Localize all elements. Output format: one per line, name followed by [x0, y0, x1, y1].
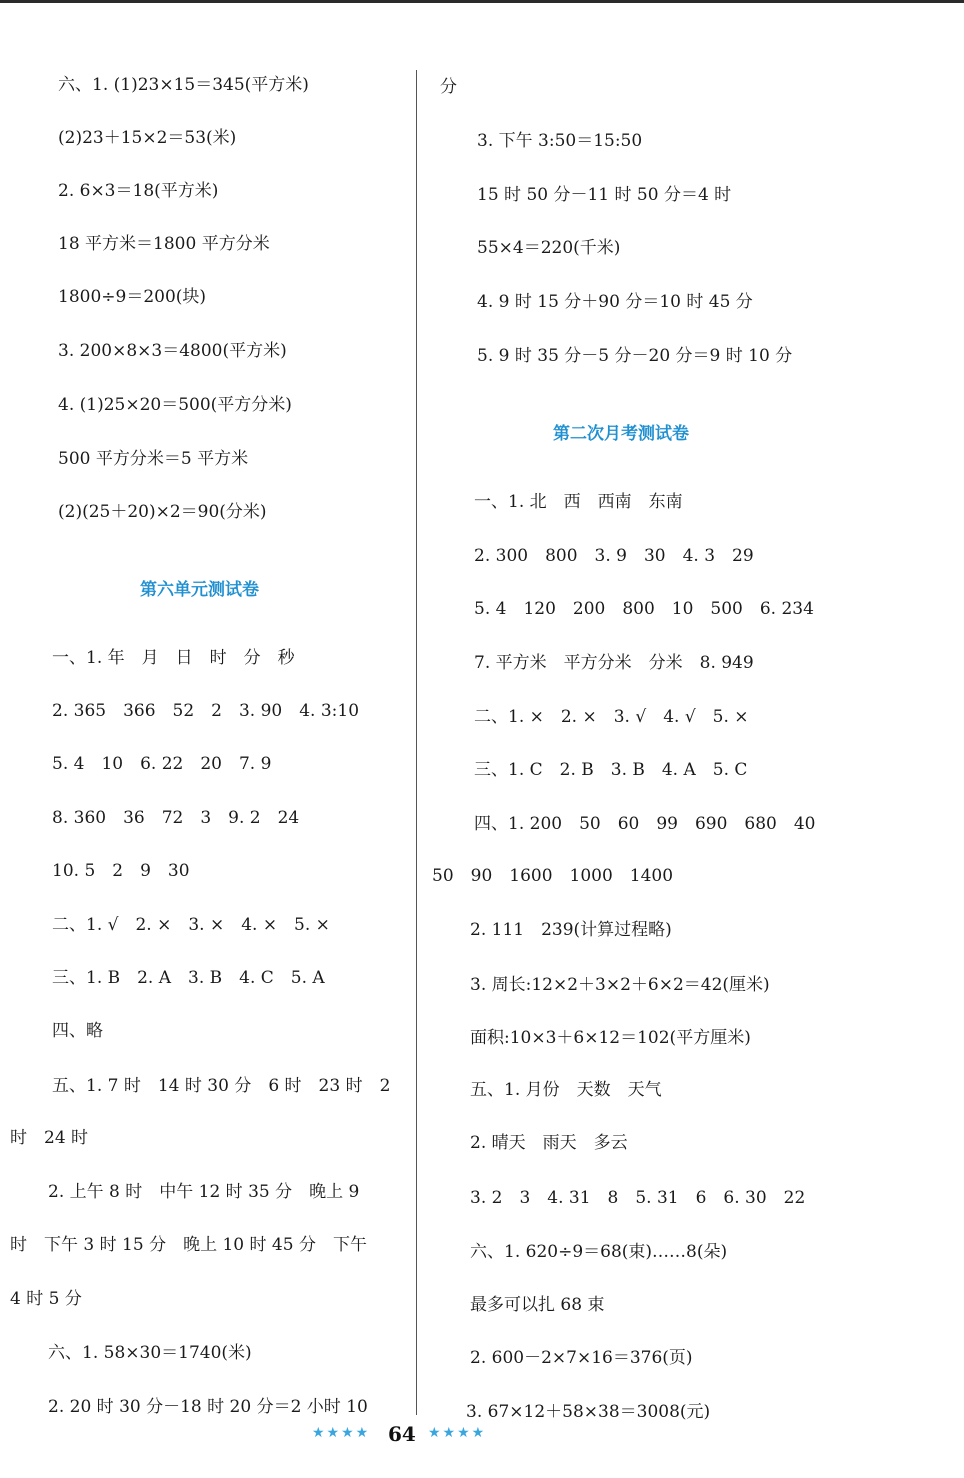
answer-line: 4. (1)25×20＝500(平方分米) — [58, 395, 292, 415]
answer-line: 时 24 时 — [10, 1128, 89, 1148]
answer-line: 二、1. √ 2. × 3. × 4. × 5. × — [52, 915, 330, 935]
answer-line: 五、1. 7 时 14 时 30 分 6 时 23 时 2 — [52, 1076, 391, 1096]
answer-line: 2. 111 239(计算过程略) — [470, 920, 672, 940]
answer-line: (2)23＋15×2＝53(米) — [58, 128, 237, 148]
top-border — [0, 0, 964, 3]
answer-line: 3. 周长:12×2＋3×2＋6×2＝42(厘米) — [470, 975, 770, 995]
star-decoration-right: ★★★★ — [428, 1425, 487, 1441]
exam2-title: 第二次月考测试卷 — [553, 424, 689, 444]
answer-line: 15 时 50 分－11 时 50 分＝4 时 — [477, 185, 732, 205]
answer-line: 4. 9 时 15 分＋90 分＝10 时 45 分 — [477, 292, 753, 312]
answer-line: 3. 67×12＋58×38＝3008(元) — [466, 1402, 711, 1422]
answer-line: 三、1. B 2. A 3. B 4. C 5. A — [52, 968, 325, 988]
answer-line: 六、1. 620÷9＝68(束)……8(朵) — [470, 1242, 728, 1262]
star-decoration-left: ★★★★ — [312, 1425, 371, 1441]
column-divider — [416, 70, 417, 1415]
page-number: 64 — [388, 1422, 416, 1446]
answer-line: 五、1. 月份 天数 天气 — [470, 1080, 662, 1100]
answer-line: 六、1. (1)23×15＝345(平方米) — [58, 75, 309, 95]
answer-line: 18 平方米＝1800 平方分米 — [58, 234, 270, 254]
answer-line: 三、1. C 2. B 3. B 4. A 5. C — [474, 760, 748, 780]
answer-line: 二、1. × 2. × 3. √ 4. √ 5. × — [474, 707, 749, 727]
answer-line: 2. 6×3＝18(平方米) — [58, 181, 219, 201]
answer-line: 2. 600－2×7×16＝376(页) — [470, 1348, 693, 1368]
answer-line: (2)(25＋20)×2＝90(分米) — [58, 502, 267, 522]
answer-line: 8. 360 36 72 3 9. 2 24 — [52, 808, 300, 828]
answer-line: 一、1. 年 月 日 时 分 秒 — [52, 648, 295, 668]
answer-line: 3. 下午 3:50＝15:50 — [477, 131, 643, 151]
page-footer — [0, 1422, 964, 1452]
unit6-title: 第六单元测试卷 — [140, 580, 259, 600]
answer-line: 时 下午 3 时 15 分 晚上 10 时 45 分 下午 — [10, 1235, 367, 1255]
answer-line: 10. 5 2 9 30 — [52, 861, 190, 881]
answer-line: 四、1. 200 50 60 99 690 680 40 — [474, 814, 816, 834]
answer-line: 1800÷9＝200(块) — [58, 287, 207, 307]
answer-line: 一、1. 北 西 西南 东南 — [474, 492, 683, 512]
answer-line: 5. 4 120 200 800 10 500 6. 234 — [474, 599, 814, 619]
answer-line: 5. 4 10 6. 22 20 7. 9 — [52, 754, 272, 774]
answer-line: 50 90 1600 1000 1400 — [432, 866, 674, 886]
answer-line: 3. 200×8×3＝4800(平方米) — [58, 341, 287, 361]
answer-line: 3. 2 3 4. 31 8 5. 31 6 6. 30 22 — [470, 1188, 806, 1208]
answer-line: 7. 平方米 平方分米 分米 8. 949 — [474, 653, 754, 673]
answer-line: 500 平方分米＝5 平方米 — [58, 449, 249, 469]
answer-line: 分 — [440, 77, 457, 97]
answer-line: 面积:10×3＋6×12＝102(平方厘米) — [470, 1028, 751, 1048]
answer-line: 2. 上午 8 时 中午 12 时 35 分 晚上 9 — [48, 1182, 360, 1202]
answer-line: 四、略 — [52, 1021, 103, 1041]
answer-line: 六、1. 58×30＝1740(米) — [48, 1343, 252, 1363]
answer-line: 2. 晴天 雨天 多云 — [470, 1133, 628, 1153]
answer-line: 2. 20 时 30 分－18 时 20 分＝2 小时 10 — [48, 1397, 368, 1417]
answer-line: 2. 300 800 3. 9 30 4. 3 29 — [474, 546, 754, 566]
answer-line: 5. 9 时 35 分－5 分－20 分＝9 时 10 分 — [477, 346, 793, 366]
answer-line: 55×4＝220(千米) — [477, 238, 621, 258]
answer-line: 最多可以扎 68 束 — [470, 1295, 605, 1315]
answer-line: 2. 365 366 52 2 3. 90 4. 3:10 — [52, 701, 360, 721]
answer-line: 4 时 5 分 — [10, 1289, 82, 1309]
